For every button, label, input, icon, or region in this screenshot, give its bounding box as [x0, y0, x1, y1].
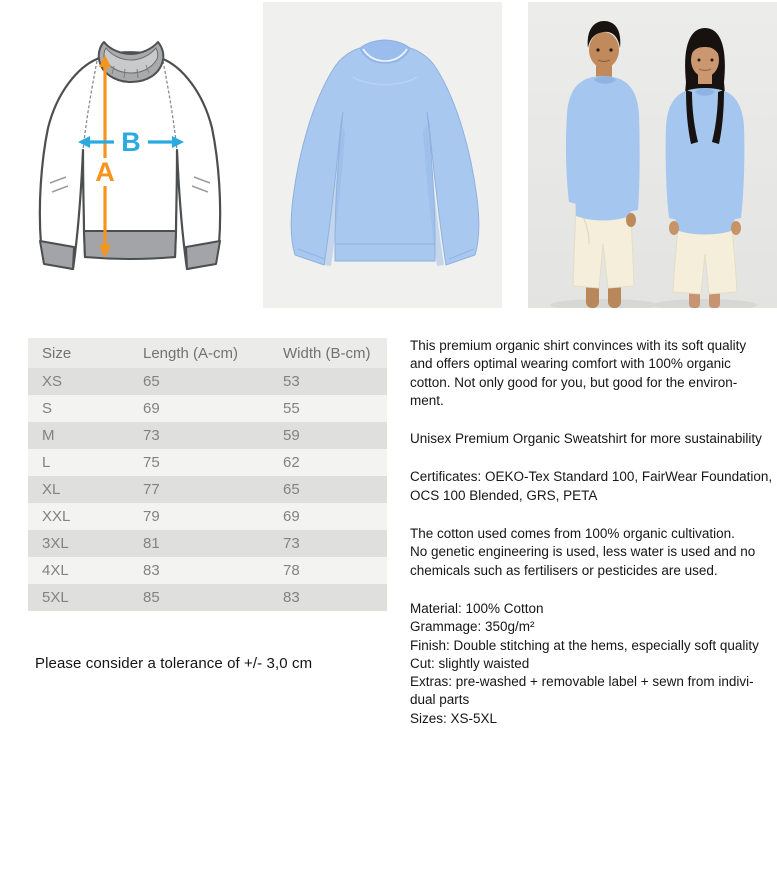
- cell-width: 65: [269, 476, 387, 503]
- cell-size: XXL: [28, 503, 129, 530]
- cell-size: 4XL: [28, 557, 129, 584]
- size-chart-table: [28, 338, 387, 611]
- cell-width: 53: [269, 368, 387, 395]
- cell-length: 77: [129, 476, 269, 503]
- description-line: cotton. Not only good for you, but good for the environ-: [410, 374, 738, 390]
- flatlay-sweatshirt-graphic: [263, 2, 502, 308]
- cell-length: 81: [129, 530, 269, 557]
- description-line: Finish: Double stitching at the hems, especially soft quality: [410, 637, 759, 653]
- cell-width: 73: [269, 530, 387, 557]
- description-line: Material: 100% Cotton: [410, 600, 544, 616]
- table-row: [28, 584, 387, 611]
- table-row: [28, 368, 387, 395]
- measurement-label-b: B: [121, 127, 141, 157]
- description-line: This premium organic shirt convinces with its soft quality: [410, 338, 747, 353]
- cell-size: L: [28, 449, 129, 476]
- product-description: [410, 337, 777, 748]
- size-diagram-image: [0, 0, 260, 310]
- cell-size: S: [28, 395, 129, 422]
- size-chart-header-row: [28, 338, 387, 368]
- description-line: Extras: pre-washed + removable label + sewn from indivi-: [410, 674, 754, 690]
- table-row: [28, 530, 387, 557]
- cell-length: 79: [129, 503, 269, 530]
- description-line: Unisex Premium Organic Sweatshirt for more sustainability: [410, 431, 762, 447]
- cell-size: 3XL: [28, 530, 129, 557]
- table-row: [28, 449, 387, 476]
- cell-width: 62: [269, 449, 387, 476]
- cell-width: 78: [269, 557, 387, 584]
- cell-width: 55: [269, 395, 387, 422]
- column-header-width: Width (B-cm): [269, 338, 387, 368]
- cell-length: 69: [129, 395, 269, 422]
- description-line: The cotton used comes from 100% organic cultivation.: [410, 526, 735, 542]
- product-photo-models: [528, 2, 777, 308]
- table-row: [28, 395, 387, 422]
- cell-width: 59: [269, 422, 387, 449]
- column-header-size: Size: [28, 338, 129, 368]
- table-row: [28, 557, 387, 584]
- cell-size: XL: [28, 476, 129, 503]
- description-paragraph: [410, 600, 777, 728]
- description-paragraph: [410, 337, 777, 410]
- description-line: No genetic engineering is used, less water is used and no: [410, 544, 756, 560]
- cell-width: 69: [269, 503, 387, 530]
- description-line: and offers optimal wearing comfort with 100% organic: [410, 356, 731, 372]
- cell-size: 5XL: [28, 584, 129, 611]
- description-line: dual parts: [410, 692, 470, 708]
- description-paragraph: [410, 430, 777, 448]
- description-line: Grammage: 350g/m²: [410, 619, 535, 635]
- table-row: [28, 476, 387, 503]
- cell-length: 85: [129, 584, 269, 611]
- measurement-label-a: A: [95, 157, 115, 187]
- tolerance-note: Please consider a tolerance of +/- 3,0 cm: [35, 655, 313, 672]
- description-line: OCS 100 Blended, GRS, PETA: [410, 487, 598, 503]
- description-line: ment.: [410, 392, 444, 408]
- description-line: Certificates: OEKO-Tex Standard 100, FairWear Foundation,: [410, 469, 773, 485]
- cell-length: 83: [129, 557, 269, 584]
- sweatshirt-measure-diagram: [0, 0, 260, 310]
- description-paragraph: [410, 468, 777, 505]
- table-row: [28, 422, 387, 449]
- description-line: chemicals such as fertilisers or pesticides are used.: [410, 562, 718, 578]
- cell-length: 75: [129, 449, 269, 476]
- cell-length: 73: [129, 422, 269, 449]
- description-line: Sizes: XS-5XL: [410, 710, 498, 726]
- column-header-length: Length (A-cm): [129, 338, 269, 368]
- cell-size: XS: [28, 368, 129, 395]
- models-wearing-sweatshirt-graphic: [528, 2, 777, 308]
- product-photo-flat: [263, 2, 502, 308]
- cell-width: 83: [269, 584, 387, 611]
- table-row: [28, 503, 387, 530]
- cell-size: M: [28, 422, 129, 449]
- description-line: Cut: slightly waisted: [410, 655, 530, 671]
- description-paragraph: [410, 525, 777, 580]
- cell-length: 65: [129, 368, 269, 395]
